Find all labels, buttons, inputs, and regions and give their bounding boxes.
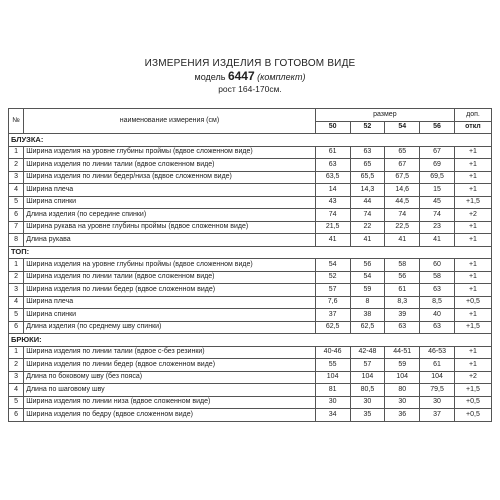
measurement-name-cell xyxy=(24,259,316,272)
table-header-row xyxy=(9,109,492,122)
measurement-name-cell xyxy=(24,221,316,234)
size-value: 8,3 xyxy=(385,296,420,309)
measurement-name: Ширина изделия на уровне глубины проймы xyxy=(26,260,171,268)
size-value: 7,6 xyxy=(315,296,350,309)
measurement-name: Ширина изделия по линии талии (вдвое с-без резинки) xyxy=(26,348,205,356)
table-row xyxy=(9,146,492,159)
size-value: 58 xyxy=(385,259,420,272)
row-number: 3 xyxy=(9,284,24,297)
tolerance-value: +0,5 xyxy=(454,296,491,309)
measurement-name: Длина по шаговому шву xyxy=(26,385,105,393)
section-row xyxy=(9,134,492,147)
col-header-name: наименование измерения (см) xyxy=(24,109,316,134)
measurement-name: Ширина плеча xyxy=(26,298,74,306)
size-value: 62,5 xyxy=(315,321,350,334)
size-value: 69,5 xyxy=(420,171,455,184)
size-value: 74 xyxy=(420,209,455,222)
size-value: 65,5 xyxy=(350,171,385,184)
measurement-note: (вдвое сложенном виде) xyxy=(135,285,216,293)
tolerance-value: +1 xyxy=(454,271,491,284)
size-value: 36 xyxy=(385,409,420,422)
measurement-note: (вдвое сложенном виде) xyxy=(134,160,215,168)
size-value: 39 xyxy=(385,309,420,322)
measurement-name: Ширина спинки xyxy=(26,310,77,318)
size-value: 63 xyxy=(420,321,455,334)
measurement-name: Ширина рукава на уровне глубины проймы xyxy=(26,223,167,231)
table-row xyxy=(9,184,492,197)
size-value: 65 xyxy=(385,146,420,159)
tolerance-value: +2 xyxy=(454,209,491,222)
size-value: 104 xyxy=(420,371,455,384)
measurement-name-cell xyxy=(24,271,316,284)
size-value: 65 xyxy=(350,159,385,172)
table-row xyxy=(9,209,492,222)
size-value: 74 xyxy=(350,209,385,222)
size-value: 41 xyxy=(315,234,350,247)
table-row xyxy=(9,221,492,234)
size-value: 14,6 xyxy=(385,184,420,197)
measurement-name: Ширина изделия по линии талии xyxy=(26,160,133,168)
size-value: 104 xyxy=(385,371,420,384)
size-value: 15 xyxy=(420,184,455,197)
size-value: 14,3 xyxy=(350,184,385,197)
size-value: 60 xyxy=(420,259,455,272)
size-value: 104 xyxy=(315,371,350,384)
tolerance-value: +1,5 xyxy=(454,384,491,397)
table-body xyxy=(9,134,492,422)
size-value: 62,5 xyxy=(350,321,385,334)
table-row xyxy=(9,234,492,247)
size-value: 59 xyxy=(350,284,385,297)
tolerance-value: +0,5 xyxy=(454,396,491,409)
measurement-name-cell xyxy=(24,284,316,297)
row-number: 5 xyxy=(9,196,24,209)
measurement-name-cell xyxy=(24,296,316,309)
measurement-name: Ширина изделия по линии талии xyxy=(26,273,133,281)
size-value: 56 xyxy=(350,259,385,272)
size-chart-table xyxy=(8,108,492,422)
row-number: 1 xyxy=(9,146,24,159)
row-number: 2 xyxy=(9,159,24,172)
table-row xyxy=(9,196,492,209)
measurement-note: (вдвое сложенном виде) xyxy=(172,260,253,268)
table-row xyxy=(9,159,492,172)
document-header xyxy=(0,0,500,95)
table-row xyxy=(9,321,492,334)
table-row xyxy=(9,359,492,372)
row-number: 3 xyxy=(9,171,24,184)
size-value: 80 xyxy=(385,384,420,397)
tolerance-value: +1 xyxy=(454,221,491,234)
measurement-name-cell xyxy=(24,234,316,247)
size-value: 30 xyxy=(385,396,420,409)
document-title: ИЗМЕРЕНИЯ ИЗДЕЛИЯ В ГОТОВОМ ВИДЕ xyxy=(144,58,356,69)
row-number: 8 xyxy=(9,234,24,247)
size-value: 63,5 xyxy=(315,171,350,184)
size-value: 58 xyxy=(420,271,455,284)
size-value: 52 xyxy=(315,271,350,284)
table-row xyxy=(9,171,492,184)
measurement-name-cell xyxy=(24,159,316,172)
tolerance-value: +1,5 xyxy=(454,196,491,209)
model-number: 6447 xyxy=(227,69,255,83)
size-value: 55 xyxy=(315,359,350,372)
size-value: 14 xyxy=(315,184,350,197)
measurement-name: Ширина изделия по линии бедер xyxy=(26,285,134,293)
col-header-tolerance: доп. xyxy=(454,109,491,122)
size-value: 44 xyxy=(350,196,385,209)
size-header: 56 xyxy=(420,121,455,134)
table-row xyxy=(9,309,492,322)
table-row xyxy=(9,409,492,422)
size-value: 8,5 xyxy=(420,296,455,309)
size-value: 37 xyxy=(315,309,350,322)
size-value: 44,5 xyxy=(385,196,420,209)
size-value: 104 xyxy=(350,371,385,384)
measurement-note: (вдвое сложенном виде) xyxy=(134,273,215,281)
measurement-name-cell xyxy=(24,346,316,359)
size-value: 44-51 xyxy=(385,346,420,359)
table-row xyxy=(9,271,492,284)
measurement-name: Длина по боковому шву (без пояса) xyxy=(26,373,143,381)
size-value: 74 xyxy=(385,209,420,222)
size-value: 74 xyxy=(315,209,350,222)
size-value: 54 xyxy=(350,271,385,284)
table-row xyxy=(9,259,492,272)
measurement-name-cell xyxy=(24,309,316,322)
tolerance-value: +1 xyxy=(454,309,491,322)
model-line xyxy=(0,70,500,83)
row-number: 6 xyxy=(9,209,24,222)
size-value: 23 xyxy=(420,221,455,234)
tolerance-value: +1 xyxy=(454,171,491,184)
measurement-name: Ширина спинки xyxy=(26,198,77,206)
measurement-name: Ширина изделия на уровне глубины проймы xyxy=(26,148,171,156)
measurement-name: Ширина изделия по линии бедер/низа xyxy=(26,173,151,181)
row-number: 4 xyxy=(9,296,24,309)
measurement-name: Длина изделия xyxy=(26,210,76,218)
row-number: 3 xyxy=(9,371,24,384)
section-row xyxy=(9,246,492,259)
size-value: 40-46 xyxy=(315,346,350,359)
size-header: 54 xyxy=(385,121,420,134)
measurement-name-cell xyxy=(24,171,316,184)
section-title: БЛУЗКА: xyxy=(9,134,492,147)
measurement-name: Ширина изделия по линии бедер (вдвое сложенном виде) xyxy=(26,360,216,368)
size-value: 30 xyxy=(350,396,385,409)
tolerance-value: +1 xyxy=(454,159,491,172)
size-value: 67 xyxy=(420,146,455,159)
table-row xyxy=(9,346,492,359)
measurement-name: Ширина изделия по бедру (вдвое сложенном виде) xyxy=(26,410,193,418)
row-number: 4 xyxy=(9,384,24,397)
size-value: 81 xyxy=(315,384,350,397)
row-number: 2 xyxy=(9,271,24,284)
size-header: 52 xyxy=(350,121,385,134)
measurement-note: (вдвое сложенном виде) xyxy=(172,148,253,156)
table-row xyxy=(9,384,492,397)
size-value: 34 xyxy=(315,409,350,422)
size-value: 56 xyxy=(385,271,420,284)
tolerance-value: +1 xyxy=(454,234,491,247)
size-value: 80,5 xyxy=(350,384,385,397)
measurement-note: (вдвое сложенном виде) xyxy=(168,223,249,231)
measurement-name-cell xyxy=(24,321,316,334)
col-header-number: № xyxy=(9,109,24,134)
tolerance-value: +1,5 xyxy=(454,321,491,334)
tolerance-value: +1 xyxy=(454,184,491,197)
size-value: 61 xyxy=(315,146,350,159)
size-value: 30 xyxy=(420,396,455,409)
measurement-name-cell xyxy=(24,196,316,209)
height-range: рост 164-170см. xyxy=(218,84,282,94)
size-header: 50 xyxy=(315,121,350,134)
measurement-name-cell xyxy=(24,209,316,222)
tolerance-value: +1 xyxy=(454,284,491,297)
col-header-tolerance-2: откл xyxy=(454,121,491,134)
size-value: 21,5 xyxy=(315,221,350,234)
tolerance-value: +2 xyxy=(454,371,491,384)
section-title: БРЮКИ: xyxy=(9,334,492,347)
size-value: 41 xyxy=(350,234,385,247)
row-number: 4 xyxy=(9,184,24,197)
measurement-name: Ширина изделия по линии низа (вдвое сложенном виде) xyxy=(26,398,211,406)
table-row xyxy=(9,396,492,409)
size-value: 63 xyxy=(350,146,385,159)
size-value: 63 xyxy=(385,321,420,334)
row-number: 1 xyxy=(9,259,24,272)
size-value: 57 xyxy=(315,284,350,297)
size-value: 43 xyxy=(315,196,350,209)
size-value: 59 xyxy=(385,359,420,372)
size-value: 57 xyxy=(350,359,385,372)
model-kit: (комплект) xyxy=(257,72,306,82)
table-row xyxy=(9,371,492,384)
size-value: 67,5 xyxy=(385,171,420,184)
tolerance-value: +0,5 xyxy=(454,409,491,422)
measurement-name: Длина рукава xyxy=(26,235,71,243)
col-header-sizes: размер xyxy=(315,109,454,122)
row-number: 5 xyxy=(9,396,24,409)
measurement-note: (по среднему шву спинки) xyxy=(77,323,162,331)
measurement-note: (по середине спинки) xyxy=(77,210,147,218)
size-value: 38 xyxy=(350,309,385,322)
measurement-name-cell xyxy=(24,146,316,159)
tolerance-value: +1 xyxy=(454,146,491,159)
size-value: 45 xyxy=(420,196,455,209)
section-row xyxy=(9,334,492,347)
measurement-name-cell xyxy=(24,371,316,384)
measurement-note: (вдвое сложенном виде) xyxy=(152,173,232,181)
tolerance-value: +1 xyxy=(454,359,491,372)
size-value: 69 xyxy=(420,159,455,172)
size-value: 30 xyxy=(315,396,350,409)
size-value: 35 xyxy=(350,409,385,422)
size-value: 22,5 xyxy=(385,221,420,234)
size-value: 41 xyxy=(385,234,420,247)
section-title: ТОП: xyxy=(9,246,492,259)
measurement-name: Длина изделия xyxy=(26,323,76,331)
size-value: 63 xyxy=(315,159,350,172)
size-value: 42-48 xyxy=(350,346,385,359)
row-number: 7 xyxy=(9,221,24,234)
row-number: 5 xyxy=(9,309,24,322)
table-row xyxy=(9,284,492,297)
table-row xyxy=(9,296,492,309)
measurement-name-cell xyxy=(24,184,316,197)
model-label: модель xyxy=(194,72,226,82)
size-value: 46-53 xyxy=(420,346,455,359)
tolerance-value: +1 xyxy=(454,346,491,359)
tolerance-value: +1 xyxy=(454,259,491,272)
measurement-name-cell xyxy=(24,396,316,409)
size-value: 54 xyxy=(315,259,350,272)
measurement-name-cell xyxy=(24,384,316,397)
size-value: 79,5 xyxy=(420,384,455,397)
measurement-name-cell xyxy=(24,409,316,422)
size-value: 61 xyxy=(385,284,420,297)
size-value: 40 xyxy=(420,309,455,322)
size-value: 67 xyxy=(385,159,420,172)
size-value: 8 xyxy=(350,296,385,309)
size-value: 22 xyxy=(350,221,385,234)
row-number: 6 xyxy=(9,409,24,422)
measurement-name: Ширина плеча xyxy=(26,185,74,193)
measurement-name-cell xyxy=(24,359,316,372)
row-number: 6 xyxy=(9,321,24,334)
size-value: 61 xyxy=(420,359,455,372)
size-value: 63 xyxy=(420,284,455,297)
row-number: 2 xyxy=(9,359,24,372)
size-value: 37 xyxy=(420,409,455,422)
size-value: 41 xyxy=(420,234,455,247)
row-number: 1 xyxy=(9,346,24,359)
